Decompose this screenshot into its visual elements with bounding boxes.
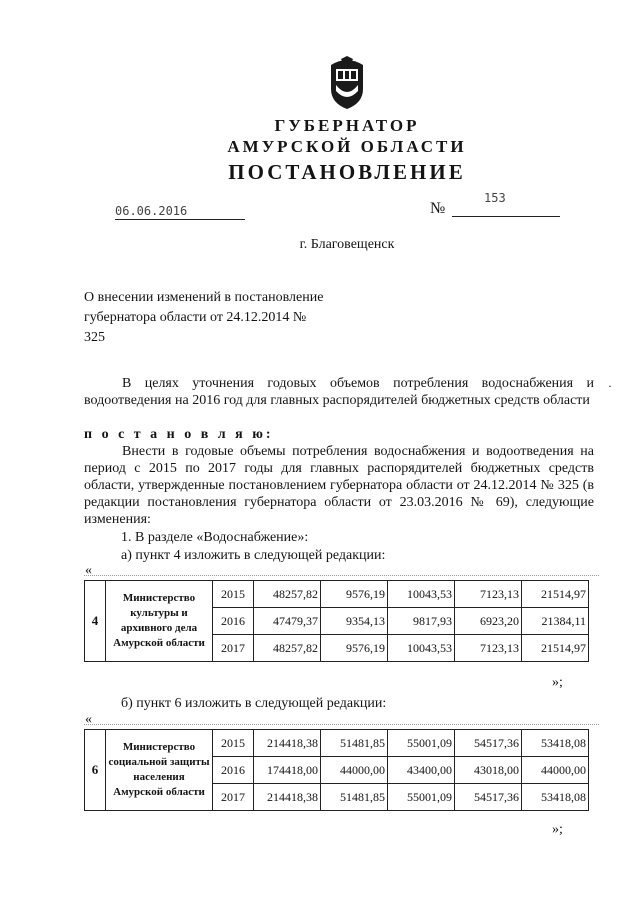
value-cell: 54517,36 xyxy=(455,784,522,811)
value-cell: 54517,36 xyxy=(455,730,522,757)
value-cell: 10043,53 xyxy=(388,635,455,662)
number-underline xyxy=(452,216,560,217)
main-paragraph: Внести в годовые объемы потребления водоснабжения и водоотведения на период с 2015 по 2017 годы для главных распорядителей бюджетных средств области, утвержденные постановлением губернатора области от 24.12.2014 № 325 (в редакции постановления губернатора области от 23.03.2016 № 69), следующие изменения: xyxy=(84,444,594,527)
decree-word: п о с т а н о в л я ю: xyxy=(84,427,274,442)
year-cell: 2017 xyxy=(213,635,254,662)
value-cell: 7123,13 xyxy=(455,635,522,662)
coat-of-arms-icon xyxy=(327,55,367,111)
value-cell: 21514,97 xyxy=(522,635,589,662)
quote-open-a: « xyxy=(85,563,92,578)
value-cell: 7123,13 xyxy=(455,581,522,608)
value-cell: 51481,85 xyxy=(321,784,388,811)
value-cell: 9576,19 xyxy=(321,635,388,662)
value-cell: 53418,08 xyxy=(522,730,589,757)
table-a-top-rule xyxy=(84,575,599,576)
document-date: 06.06.2016 xyxy=(115,204,188,218)
value-cell: 21514,97 xyxy=(522,581,589,608)
document-number: 153 xyxy=(484,191,506,205)
value-cell: 6923,20 xyxy=(455,608,522,635)
row-number: 4 xyxy=(85,581,106,662)
value-cell: 51481,85 xyxy=(321,730,388,757)
table-item-4 xyxy=(84,580,589,662)
value-cell: 44000,00 xyxy=(522,757,589,784)
quote-open-b: « xyxy=(85,712,92,727)
value-cell: 47479,37 xyxy=(254,608,321,635)
value-cell: 55001,09 xyxy=(388,730,455,757)
value-cell: 214418,38 xyxy=(254,784,321,811)
document-subject: О внесении изменений в постановление губернатора области от 24.12.2014 № 325 xyxy=(84,290,324,345)
value-cell: 44000,00 xyxy=(321,757,388,784)
value-cell: 174418,00 xyxy=(254,757,321,784)
ministry-name: Министерство культуры и архивного дела Амурской области xyxy=(106,581,213,662)
item-b: б) пункт 6 изложить в следующей редакции: xyxy=(121,696,387,711)
value-cell: 9576,19 xyxy=(321,581,388,608)
year-cell: 2015 xyxy=(213,581,254,608)
scan-speck: · xyxy=(608,379,612,393)
value-cell: 48257,82 xyxy=(254,581,321,608)
year-cell: 2016 xyxy=(213,757,254,784)
item-1: 1. В разделе «Водоснабжение»: xyxy=(121,530,309,545)
value-cell: 214418,38 xyxy=(254,730,321,757)
table-b-top-rule xyxy=(84,724,599,725)
value-cell: 53418,08 xyxy=(522,784,589,811)
table-row xyxy=(85,581,589,608)
year-cell: 2015 xyxy=(213,730,254,757)
value-cell: 9817,93 xyxy=(388,608,455,635)
table-row xyxy=(85,730,589,757)
value-cell: 55001,09 xyxy=(388,784,455,811)
value-cell: 43018,00 xyxy=(455,757,522,784)
value-cell: 48257,82 xyxy=(254,635,321,662)
table-item-6 xyxy=(84,729,589,811)
document-type: ПОСТАНОВЛЕНИЕ xyxy=(228,160,466,184)
year-cell: 2017 xyxy=(213,784,254,811)
number-sign: № xyxy=(430,200,446,217)
value-cell: 9354,13 xyxy=(321,608,388,635)
title-governor: ГУБЕРНАТОР xyxy=(274,116,420,135)
preamble-paragraph: В целях уточнения годовых объемов потребления водоснабжения и водоотведения на 2016 год для главных распорядителей бюджетных средств области xyxy=(84,376,594,408)
item-a: а) пункт 4 изложить в следующей редакции: xyxy=(121,548,386,563)
date-underline xyxy=(115,219,245,220)
value-cell: 21384,11 xyxy=(522,608,589,635)
value-cell: 10043,53 xyxy=(388,581,455,608)
city-name: г. Благовещенск xyxy=(299,237,395,252)
quote-close-a: »; xyxy=(552,675,563,690)
quote-close-b: »; xyxy=(552,822,563,837)
ministry-name: Министерство социальной защиты населения Амурской области xyxy=(106,730,213,811)
year-cell: 2016 xyxy=(213,608,254,635)
title-region: АМУРСКОЙ ОБЛАСТИ xyxy=(227,137,467,156)
value-cell: 43400,00 xyxy=(388,757,455,784)
row-number: 6 xyxy=(85,730,106,811)
